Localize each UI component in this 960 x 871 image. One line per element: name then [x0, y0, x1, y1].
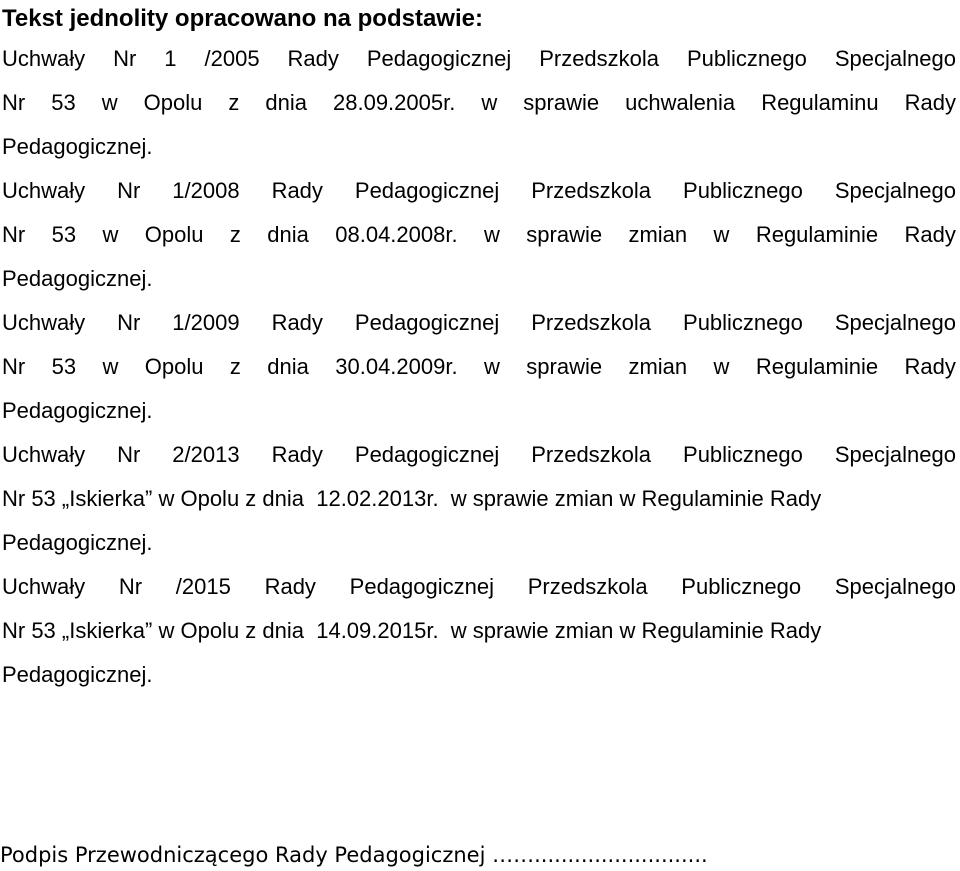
word: Uchwały — [2, 574, 86, 599]
resolution-1-line3: Pedagogicznej. — [2, 134, 153, 159]
word: zmian — [628, 222, 688, 247]
word: Opolu — [143, 90, 203, 115]
word: 1/2008 — [172, 178, 240, 203]
resolution-3-line2 — [2, 345, 956, 389]
word: z — [228, 90, 240, 115]
word: z — [229, 222, 241, 247]
word: w — [713, 222, 730, 247]
word: z — [229, 354, 241, 379]
word: Przedszkola — [531, 178, 652, 203]
word: Nr — [117, 310, 141, 335]
word: Rady — [904, 354, 956, 379]
word: uchwalenia — [625, 90, 736, 115]
word: Uchwały — [2, 46, 86, 71]
document-title: Tekst jednolity opracowano na podstawie: — [2, 5, 483, 32]
word: w — [102, 222, 119, 247]
resolution-5-line2: Nr 53 „Iskierka” w Opolu z dnia 14.09.2015r. w sprawie zmian w Regulaminie Rady — [2, 618, 822, 643]
word: sprawie — [526, 354, 603, 379]
word: Regulaminu — [761, 90, 879, 115]
word: w — [101, 90, 118, 115]
resolution-2-line1 — [2, 169, 956, 213]
word: dnia — [265, 90, 307, 115]
word: Regulaminie — [755, 222, 879, 247]
word: /2005 — [204, 46, 260, 71]
word: Specjalnego — [834, 574, 956, 599]
word: w — [483, 222, 500, 247]
word: sprawie — [526, 222, 603, 247]
word: Rady — [271, 178, 323, 203]
word: Publicznego — [683, 442, 803, 467]
word: Rady — [904, 90, 956, 115]
resolution-5-line1 — [2, 565, 956, 609]
word: Pedagogicznej — [349, 574, 494, 599]
word: Rady — [287, 46, 339, 71]
resolution-3-line3: Pedagogicznej. — [2, 398, 153, 423]
word: Publicznego — [681, 574, 802, 599]
word: Nr — [117, 442, 141, 467]
resolution-2-line3: Pedagogicznej. — [2, 266, 153, 291]
word: Regulaminie — [755, 354, 879, 379]
word: sprawie — [523, 90, 600, 115]
word: Przedszkola — [531, 310, 652, 335]
resolution-3-line1 — [2, 301, 956, 345]
word: 53 — [51, 354, 77, 379]
word: Rady — [264, 574, 316, 599]
word: 1 — [164, 46, 177, 71]
word: Specjalnego — [834, 310, 956, 335]
word: w — [483, 354, 500, 379]
word: Specjalnego — [834, 46, 956, 71]
word: 53 — [51, 90, 76, 115]
word: Nr — [2, 222, 26, 247]
signature-line: Podpis Przewodniczącego Rady Pedagogicznej …….......................... — [0, 843, 708, 867]
word: Uchwały — [2, 310, 86, 335]
word: Publicznego — [683, 178, 803, 203]
word: Pedagogicznej — [354, 310, 500, 335]
word: w — [102, 354, 119, 379]
word: Rady — [271, 442, 323, 467]
word: 1/2009 — [172, 310, 240, 335]
resolution-1-line2 — [2, 81, 956, 125]
word: Opolu — [144, 354, 204, 379]
word: Przedszkola — [539, 46, 660, 71]
word: Nr — [2, 90, 26, 115]
resolution-1-line1 — [2, 37, 956, 81]
word: Nr — [117, 178, 141, 203]
word: 30.04.2009r. — [335, 354, 458, 379]
word: zmian — [628, 354, 688, 379]
word: Publicznego — [683, 310, 803, 335]
word: 08.04.2008r. — [335, 222, 458, 247]
word: Pedagogicznej — [366, 46, 512, 71]
resolution-4-line1 — [2, 433, 956, 477]
word: Opolu — [144, 222, 204, 247]
word: 53 — [51, 222, 77, 247]
word: w — [713, 354, 730, 379]
word: 28.09.2005r. — [333, 90, 456, 115]
word: Pedagogicznej — [354, 442, 500, 467]
word: Nr — [2, 354, 26, 379]
word: dnia — [267, 354, 309, 379]
word: Nr — [118, 574, 143, 599]
word: Rady — [904, 222, 956, 247]
resolution-4-line2: Nr 53 „Iskierka” w Opolu z dnia 12.02.2013r. w sprawie zmian w Regulaminie Rady — [2, 486, 822, 511]
word: Przedszkola — [527, 574, 648, 599]
word: Pedagogicznej — [354, 178, 500, 203]
word: dnia — [267, 222, 309, 247]
word: Nr — [113, 46, 137, 71]
resolution-2-line2 — [2, 213, 956, 257]
word: Uchwały — [2, 178, 86, 203]
word: Specjalnego — [834, 442, 956, 467]
word: Publicznego — [687, 46, 807, 71]
word: Specjalnego — [834, 178, 956, 203]
resolution-4-line3: Pedagogicznej. — [2, 530, 153, 555]
word: Rady — [271, 310, 323, 335]
word: w — [481, 90, 498, 115]
word: Przedszkola — [531, 442, 652, 467]
word: /2015 — [175, 574, 231, 599]
resolution-5-line3: Pedagogicznej. — [2, 662, 153, 687]
word: Uchwały — [2, 442, 86, 467]
word: 2/2013 — [172, 442, 240, 467]
